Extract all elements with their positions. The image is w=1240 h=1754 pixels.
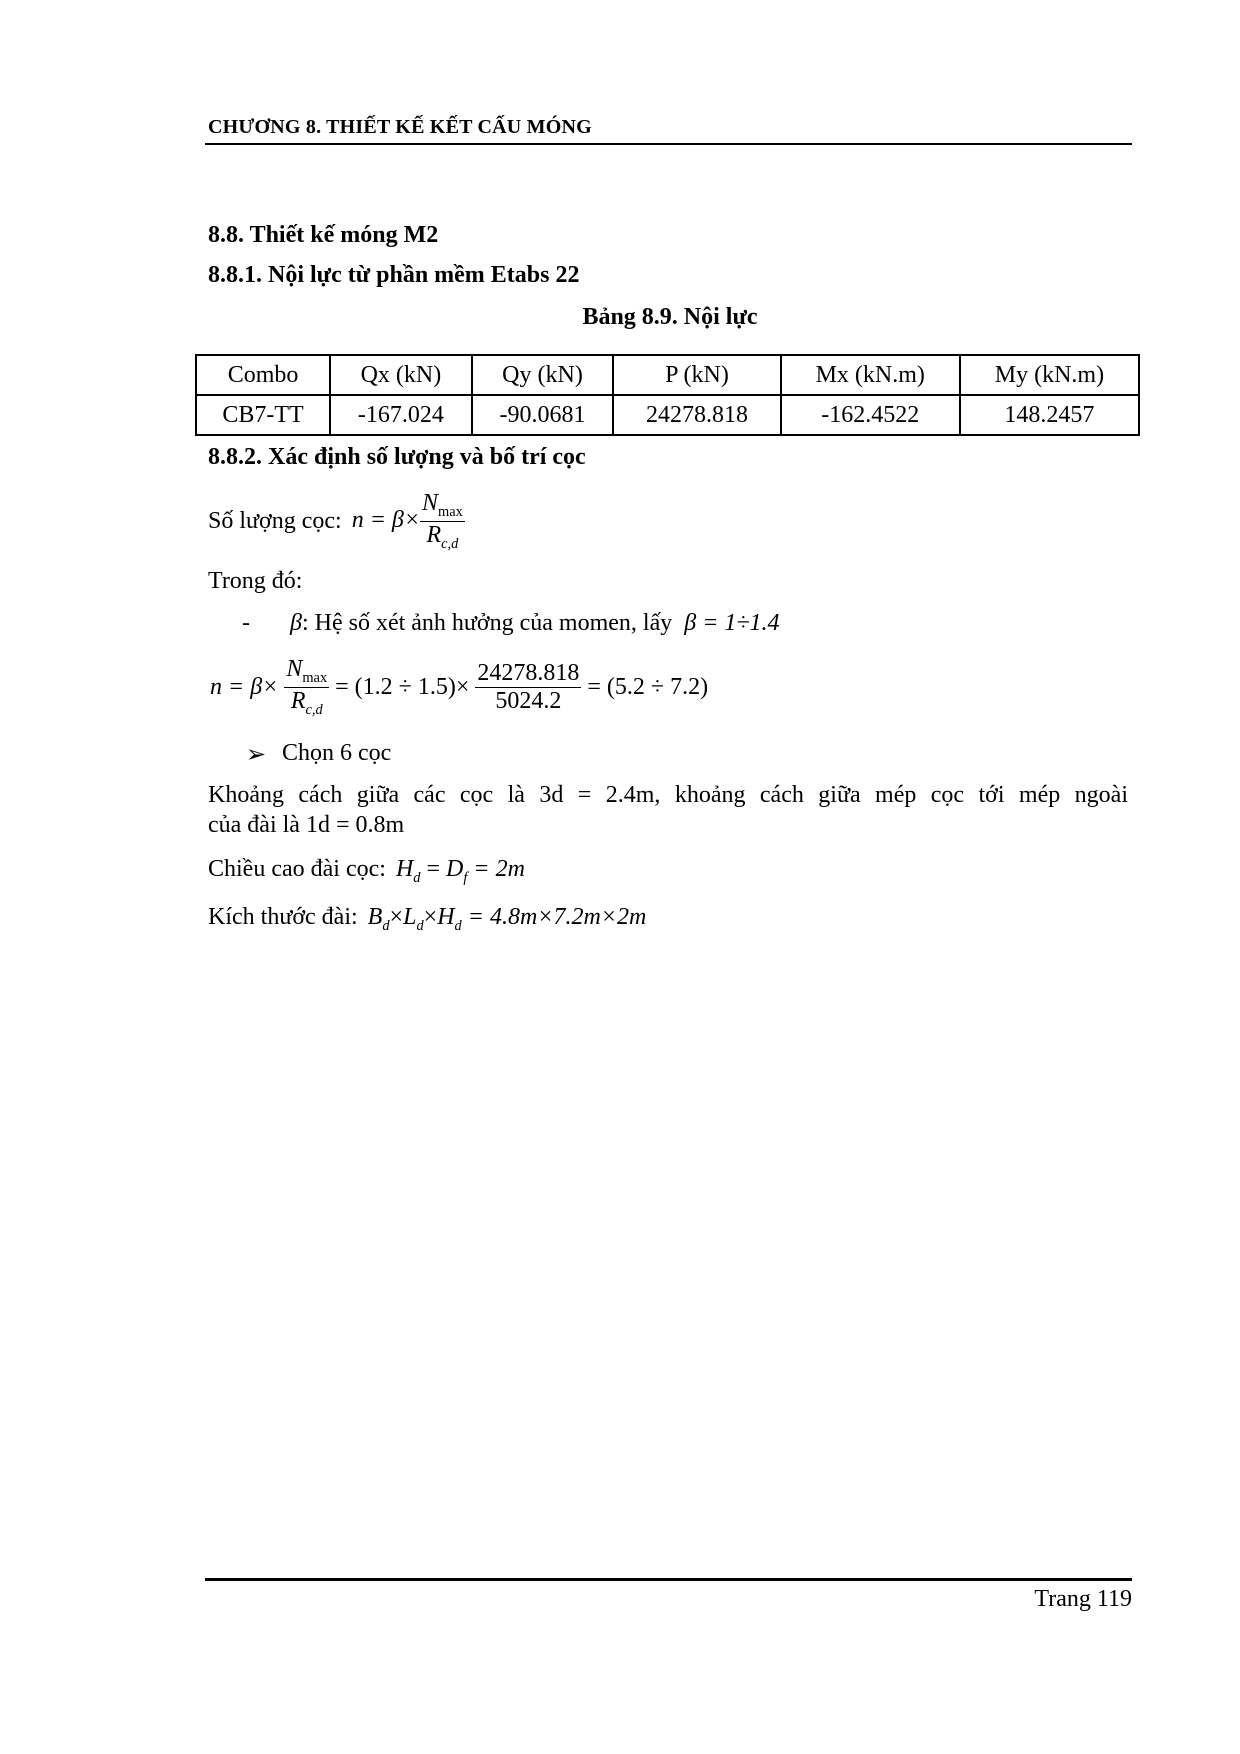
choose-text: Chọn 6 cọc: [282, 740, 392, 766]
table-cell: -162.4522: [781, 395, 960, 435]
arrow-bullet-icon: ➢: [246, 742, 267, 768]
table-cell: -167.024: [330, 395, 472, 435]
height-formula: [396, 856, 525, 887]
times: ×: [389, 904, 404, 930]
page-number: Trang 119: [1034, 1586, 1132, 1612]
symbol-H: H: [437, 904, 455, 930]
beta-symbol: β: [290, 610, 302, 636]
sub-d: d: [382, 917, 390, 934]
table-cell: CB7-TT: [196, 395, 330, 435]
numerator-value: 24278.818: [477, 659, 580, 686]
height-label: Chiều cao đài cọc:: [208, 856, 386, 882]
where-label: Trong đó:: [208, 568, 303, 594]
size-formula: [368, 904, 647, 935]
sub-f: f: [463, 869, 468, 886]
sub-d: d: [413, 869, 421, 886]
pile-count-label: Số lượng cọc:: [208, 507, 342, 534]
subsection-title-1: 8.8.1. Nội lực từ phần mềm Etabs 22: [208, 262, 580, 288]
formula2-rhs: = (5.2 ÷ 7.2): [587, 673, 709, 700]
numerator-sub: max: [438, 503, 463, 520]
subsection-title-2: 8.8.2. Xác định số lượng và bố trí cọc: [208, 444, 586, 470]
height-value: = 2m: [473, 856, 525, 882]
table-header-cell: Qy (kN): [472, 355, 614, 395]
table-cell: 148.2457: [960, 395, 1139, 435]
fraction-values: [475, 660, 581, 715]
beta-value: β = 1÷1.4: [684, 610, 780, 636]
size-label: Kích thước đài:: [208, 904, 358, 930]
symbol-D: D: [446, 856, 464, 882]
fraction: [420, 490, 465, 553]
table-cell: -90.0681: [472, 395, 614, 435]
formula-pile-calc: [210, 656, 708, 719]
forces-table: [195, 354, 1140, 436]
symbol-B: B: [367, 904, 383, 930]
footer-rule: [205, 1578, 1132, 1581]
table-header-cell: My (kN.m): [960, 355, 1139, 395]
size-line: [208, 904, 646, 935]
table-header-cell: Combo: [196, 355, 330, 395]
header-rule: [205, 143, 1132, 145]
table-header-cell: Qx (kN): [330, 355, 472, 395]
denominator: R: [426, 521, 442, 548]
times: ×: [423, 904, 438, 930]
denominator: R: [290, 687, 306, 714]
sub-d: d: [416, 917, 424, 934]
table-header-row: [196, 355, 1139, 395]
symbol-L: L: [403, 904, 417, 930]
table-header-cell: Mx (kN.m): [781, 355, 960, 395]
table-caption: Bảng 8.9. Nội lực: [582, 304, 758, 330]
chapter-header: CHƯƠNG 8. THIẾT KẾ KẾT CẤU MÓNG: [208, 116, 592, 138]
fraction: [284, 656, 329, 719]
spacing-paragraph-line2: của đài là 1d = 0.8m: [208, 812, 405, 838]
size-value: = 4.8m×7.2m×2m: [467, 904, 647, 930]
symbol-H: H: [395, 856, 414, 882]
denominator-sub: c,d: [305, 701, 323, 718]
section-title: 8.8. Thiết kế móng M2: [208, 222, 439, 248]
numerator: N: [286, 656, 303, 682]
equals: =: [426, 856, 441, 882]
sub-d: d: [454, 917, 462, 934]
denominator-value: 5024.2: [475, 687, 581, 715]
height-line: [208, 856, 525, 887]
formula2-mid: = (1.2 ÷ 1.5)×: [335, 673, 470, 700]
numerator-sub: max: [302, 669, 328, 686]
table-header-cell: P (kN): [613, 355, 780, 395]
formula-lhs: n = β×: [351, 506, 421, 533]
pile-count-line: [208, 490, 465, 553]
beta-line: [290, 610, 780, 637]
denominator-sub: c,d: [441, 535, 459, 552]
formula-pile-count: [352, 490, 465, 553]
bullet-dash: -: [242, 610, 250, 636]
numerator: N: [422, 490, 439, 516]
beta-text: : Hệ số xét ảnh hưởng của momen, lấy: [301, 610, 673, 636]
table-row: [196, 395, 1139, 435]
spacing-paragraph-line1: Khoảng cách giữa các cọc là 3d = 2.4m, khoảng cách giữa mép cọc tới mép ngoài: [208, 782, 1128, 808]
formula2-lhs: n = β×: [210, 673, 279, 700]
table-cell: 24278.818: [613, 395, 780, 435]
